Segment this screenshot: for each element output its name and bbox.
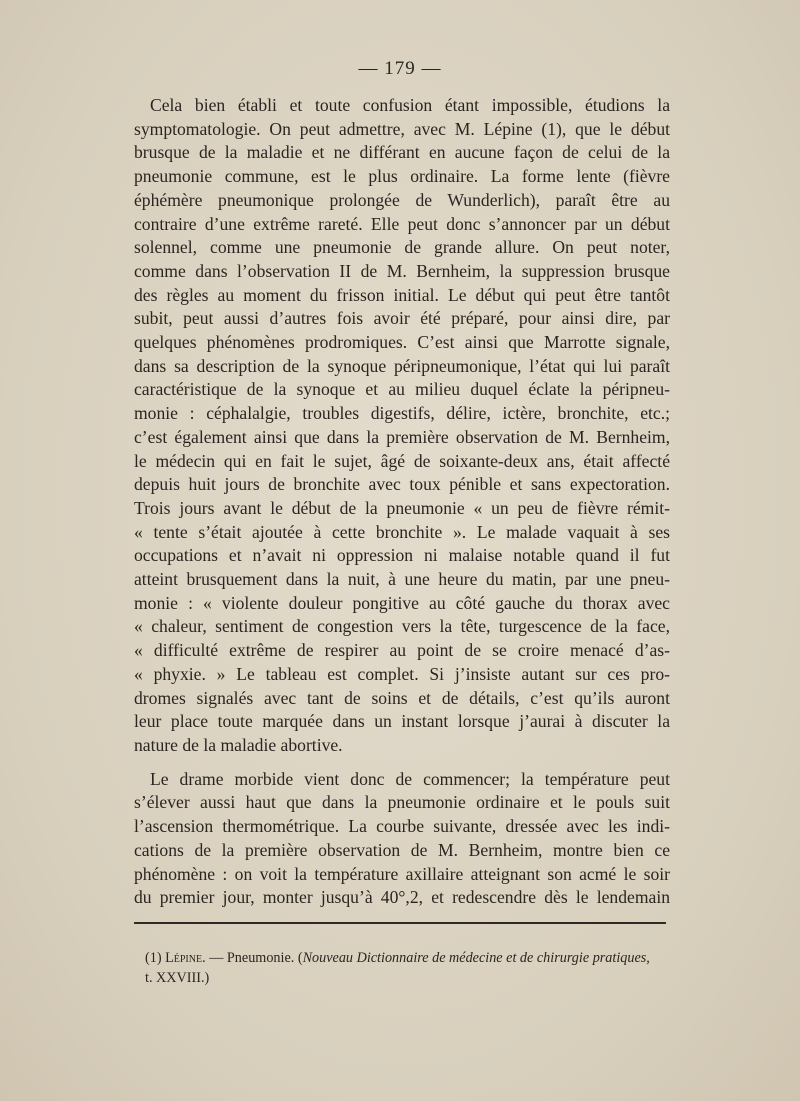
footnote-rule <box>134 922 666 924</box>
text-line: Le drame morbide vient donc de commencer; la température peut <box>150 768 670 789</box>
text-line: Trois jours avant le début de la pneumonie « un peu de fièvre rémit- <box>134 497 670 518</box>
text-line: solennel, comme une pneumonie de grande allure. On peut noter, <box>134 237 670 258</box>
text-line: quelques phénomènes prodromiques. C’est ainsi que Marrotte signale, <box>134 332 670 353</box>
text-line: pneumonie commune, est le plus ordinaire. La forme lente (fièvre <box>134 166 670 187</box>
text-line: « difficulté extrême de respirer au point de se croire menacé d’as- <box>134 640 670 661</box>
text-line: le médecin qui en fait le sujet, âgé de soixante-deux ans, était affecté <box>134 450 670 471</box>
text-line: monie : céphalalgie, troubles digestifs, délire, ictère, bronchite, etc.; <box>134 403 670 424</box>
text-line: « tente s’était ajoutée à cette bronchite ». Le malade vaquait à ses <box>134 521 670 542</box>
paragraph-1 <box>134 94 670 758</box>
text-line: symptomatologie. On peut admettre, avec M. Lépine (1), que le début <box>134 118 670 139</box>
text-line: atteint brusquement dans la nuit, à une heure du matin, par une pneu- <box>134 569 670 590</box>
text-line: cations de la première observation de M. Bernheim, montre bien ce <box>134 839 670 860</box>
text-line: « chaleur, sentiment de congestion vers la tête, turgescence de la face, <box>134 616 670 637</box>
footnote <box>145 948 670 988</box>
body-text <box>134 94 670 910</box>
text-line: brusque de la maladie et ne différant en aucune façon de celui de la <box>134 142 670 163</box>
text-line: nature de la maladie abortive. <box>134 734 343 755</box>
text-line: l’ascension thermométrique. La courbe suivante, dressée avec les indi- <box>134 816 670 837</box>
text-line: leur place toute marquée dans un instant lorsque j’aurai à discuter la <box>134 711 670 732</box>
text-line: occupations et n’avait ni oppression ni malaise notable quand il fut <box>134 545 670 566</box>
text-line: dans sa description de la synoque péripneumonique, l’état qui lui paraît <box>134 355 670 376</box>
text-line: éphémère pneumonique prolongée de Wunderlich), paraît être au <box>134 189 670 210</box>
text-line: c’est également ainsi que dans la première observation de M. Bernheim, <box>134 426 670 447</box>
footnote-marker: (1) <box>145 950 162 966</box>
text-line: des règles au moment du frisson initial. Le début qui peut être tantôt <box>134 284 670 305</box>
text-line: phénomène : on voit la température axillaire atteignant son acmé le soir <box>134 863 670 884</box>
text-line: « phyxie. » Le tableau est complet. Si j’insiste autant sur ces pro- <box>134 663 670 684</box>
page-number: — 179 — <box>358 58 442 79</box>
text-line: Cela bien établi et toute confusion étant impossible, étudions la <box>150 95 670 115</box>
text-line: depuis huit jours de bronchite avec toux pénible et sans expectoration. <box>134 474 670 495</box>
paragraph-2 <box>134 768 670 910</box>
text-line: comme dans l’observation II de M. Bernheim, la suppression brusque <box>134 260 670 281</box>
footnote-line-2: t. XXVIII.) <box>145 970 210 986</box>
footnote-author: Lépine. <box>165 950 206 966</box>
footnote-work: Nouveau Dictionnaire de médecine et de chirurgie pratiques, <box>302 950 650 966</box>
footnote-paren: ( <box>297 950 303 966</box>
text-line: contraire d’une extrême rareté. Elle peut donc s’annoncer par un début <box>134 213 670 234</box>
footnote-text: Pneumonie. <box>226 950 295 966</box>
text-line: s’élever aussi haut que dans la pneumonie ordinaire et le pouls suit <box>134 792 670 813</box>
text-line: subit, peut aussi d’autres fois avoir été préparé, pour ainsi dire, par <box>134 308 670 329</box>
text-line: monie : « violente douleur pongitive au côté gauche du thorax avec <box>134 592 670 613</box>
text-line: du premier jour, monter jusqu’à 40°,2, et redescendre dès le lendemain <box>134 887 670 908</box>
text-line: dromes signalés avec tant de soins et de détails, c’est qu’ils auront <box>134 687 670 708</box>
footnote-line-1 <box>145 948 670 968</box>
footnote-dash: — <box>209 950 224 966</box>
text-line: caractéristique de la synoque et au milieu duquel éclate la péripneu- <box>134 379 670 400</box>
paragraph-gap <box>134 758 670 768</box>
